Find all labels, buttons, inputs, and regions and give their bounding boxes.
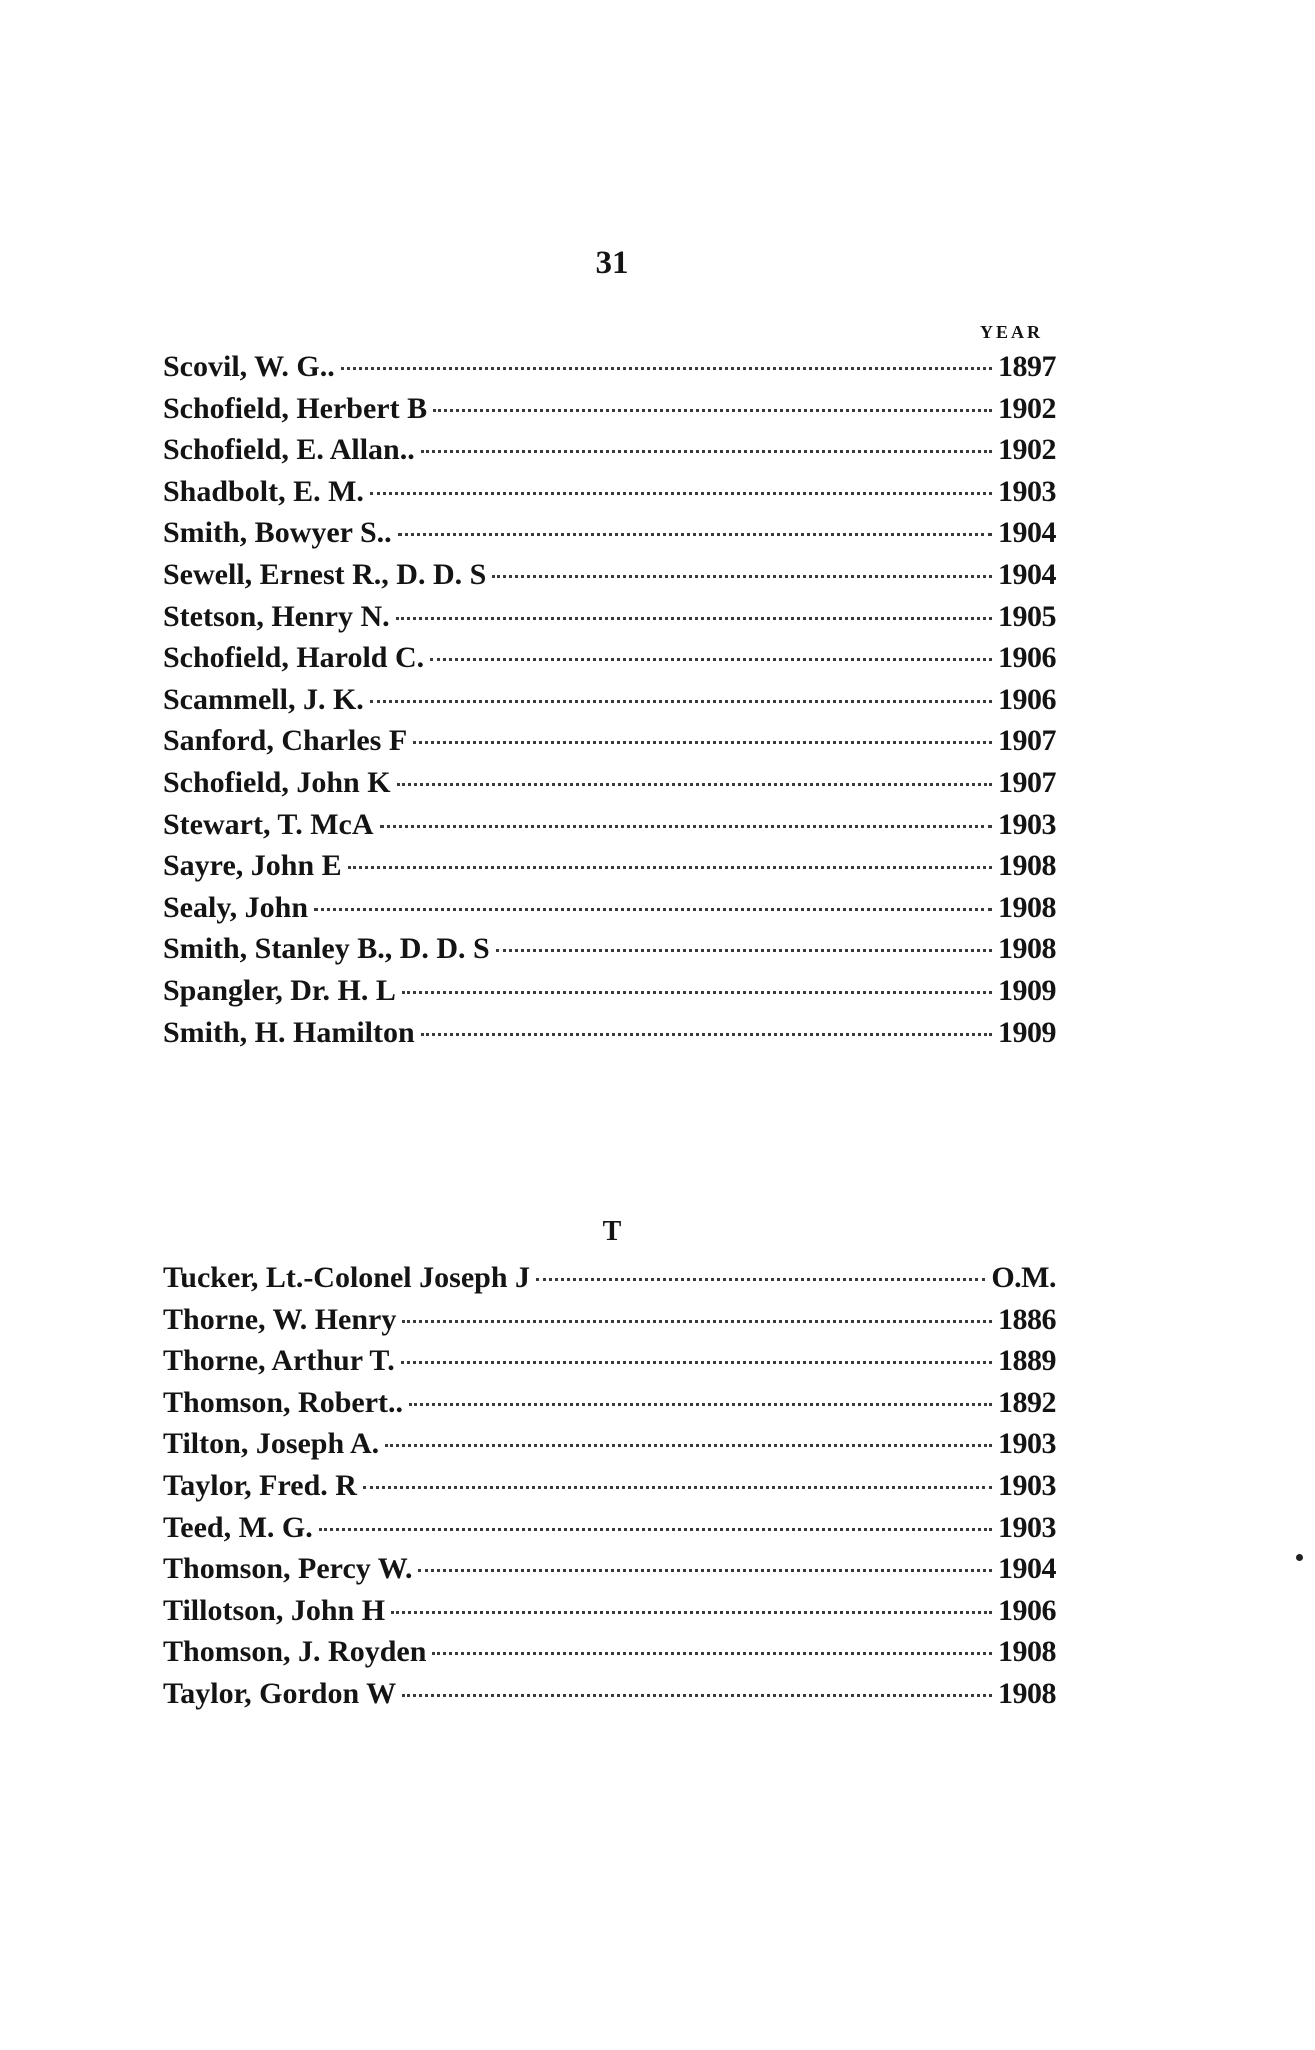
dot-leader <box>536 1278 985 1281</box>
dot-leader <box>380 825 993 828</box>
entry-name: Sanford, Charles F <box>163 724 408 758</box>
entry-name: Schofield, Herbert B <box>163 391 428 425</box>
entry-year: 1908 <box>998 849 1056 883</box>
list-item <box>163 637 1056 679</box>
list-item <box>163 596 1056 638</box>
entry-name: Schofield, E. Allan.. <box>163 433 415 467</box>
entry-year: 1903 <box>998 1468 1056 1502</box>
entry-name: Thorne, W. Henry <box>163 1302 397 1336</box>
list-item <box>163 471 1056 513</box>
list-item <box>163 1382 1056 1424</box>
dot-leader <box>370 492 992 495</box>
entry-name: Sealy, John <box>163 890 309 924</box>
list-item <box>163 887 1056 929</box>
list-item <box>163 1257 1056 1299</box>
list-item <box>163 720 1056 762</box>
entry-year: 1903 <box>998 1427 1056 1461</box>
entry-name: Scovil, W. G.. <box>163 350 335 383</box>
entry-name: Thorne, Arthur T. <box>163 1344 395 1378</box>
entry-year: 1902 <box>998 433 1056 467</box>
entry-name: Stewart, T. McA <box>163 807 374 841</box>
entry-year: 1886 <box>998 1302 1056 1336</box>
entry-year: 1905 <box>998 599 1056 633</box>
dot-leader <box>432 1652 992 1655</box>
dot-leader <box>402 991 992 994</box>
entry-year: 1906 <box>998 641 1056 675</box>
entry-name: Stetson, Henry N. <box>163 599 390 633</box>
entry-year: 1903 <box>998 807 1056 841</box>
list-item <box>163 429 1056 471</box>
entry-year: 1902 <box>998 391 1056 425</box>
dot-leader <box>370 700 992 703</box>
entry-name: Taylor, Gordon W <box>163 1676 397 1710</box>
entry-year: 1906 <box>998 1593 1056 1627</box>
dot-leader <box>421 1033 992 1036</box>
dot-leader <box>492 575 992 578</box>
list-item <box>163 1507 1056 1549</box>
dot-leader <box>397 783 992 786</box>
list-item <box>163 928 1056 970</box>
entry-name: Thomson, J. Royden <box>163 1635 427 1669</box>
entry-year: 1903 <box>998 474 1056 508</box>
entry-name: Sayre, John E <box>163 849 342 883</box>
dot-leader <box>363 1486 992 1489</box>
entry-year: 1889 <box>998 1344 1056 1378</box>
list-item <box>163 762 1056 804</box>
section-t-list <box>163 1257 1056 1715</box>
entry-year: 1904 <box>998 557 1056 591</box>
list-item <box>163 1548 1056 1590</box>
entry-year: 1908 <box>998 932 1056 966</box>
entry-year: 1908 <box>998 1635 1056 1669</box>
list-item <box>163 1631 1056 1673</box>
entry-name: Smith, Stanley B., D. D. S <box>163 932 490 966</box>
list-item <box>163 1590 1056 1632</box>
dot-leader <box>409 1403 992 1406</box>
entry-year: 1906 <box>998 682 1056 716</box>
entry-year: 1908 <box>998 1676 1056 1710</box>
entry-name: Shadbolt, E. M. <box>163 474 364 508</box>
dot-leader <box>430 658 992 661</box>
dot-leader <box>319 1528 992 1531</box>
list-item <box>163 1012 1056 1054</box>
entry-year: 1907 <box>998 765 1056 799</box>
entry-name: Thomson, Robert.. <box>163 1385 404 1419</box>
list-item <box>163 346 1056 388</box>
dot-leader <box>413 741 992 744</box>
list-item <box>163 1673 1056 1715</box>
list-item <box>163 388 1056 430</box>
entry-year: 1907 <box>998 724 1056 758</box>
list-item <box>163 554 1056 596</box>
entry-name: Tilton, Joseph A. <box>163 1427 380 1461</box>
entry-name: Taylor, Fred. R <box>163 1468 357 1502</box>
entry-name: Schofield, John K <box>163 765 391 799</box>
margin-mark <box>1296 1554 1303 1561</box>
entry-name: Teed, M. G. <box>163 1510 313 1544</box>
entry-name: Smith, H. Hamilton <box>163 1015 415 1049</box>
entry-year: 1908 <box>998 890 1056 924</box>
entry-name: Scammell, J. K. <box>163 682 364 716</box>
entry-name: Schofield, Harold C. <box>163 641 425 675</box>
dot-leader <box>433 409 992 412</box>
entry-year: 1909 <box>998 973 1056 1007</box>
dot-leader <box>421 450 992 453</box>
list-item <box>163 804 1056 846</box>
section-t-heading: T <box>602 1216 622 1247</box>
year-column-header: YEAR <box>980 322 1044 342</box>
list-item <box>163 1423 1056 1465</box>
entry-name: Sewell, Ernest R., D. D. S <box>163 557 487 591</box>
entry-year: 1892 <box>998 1385 1056 1419</box>
page-number: 31 <box>595 245 629 281</box>
entry-year: 1904 <box>998 1552 1056 1586</box>
entry-name: Spangler, Dr. H. L <box>163 973 396 1007</box>
entry-name: Tucker, Lt.-Colonel Joseph J <box>163 1261 531 1294</box>
entry-year: O.M. <box>991 1261 1056 1294</box>
list-item <box>163 1340 1056 1382</box>
list-item <box>163 679 1056 721</box>
list-item <box>163 512 1056 554</box>
entry-year: 1897 <box>998 350 1056 383</box>
entry-name: Smith, Bowyer S.. <box>163 516 392 550</box>
dot-leader <box>391 1611 992 1614</box>
list-item <box>163 970 1056 1012</box>
dot-leader <box>402 1320 992 1323</box>
dot-leader <box>385 1444 992 1447</box>
dot-leader <box>341 367 992 370</box>
entry-name: Tillotson, John H <box>163 1593 386 1627</box>
section-s-list <box>163 346 1056 1053</box>
entry-name: Thomson, Percy W. <box>163 1552 413 1586</box>
list-item <box>163 1299 1056 1341</box>
dot-leader <box>348 866 992 869</box>
entry-year: 1903 <box>998 1510 1056 1544</box>
dot-leader <box>398 533 992 536</box>
entry-year: 1904 <box>998 516 1056 550</box>
list-item <box>163 1465 1056 1507</box>
dot-leader <box>314 908 992 911</box>
dot-leader <box>396 617 992 620</box>
list-item <box>163 845 1056 887</box>
dot-leader <box>401 1361 992 1364</box>
entry-year: 1909 <box>998 1015 1056 1049</box>
dot-leader <box>496 949 992 952</box>
dot-leader <box>418 1569 992 1572</box>
dot-leader <box>402 1694 992 1697</box>
